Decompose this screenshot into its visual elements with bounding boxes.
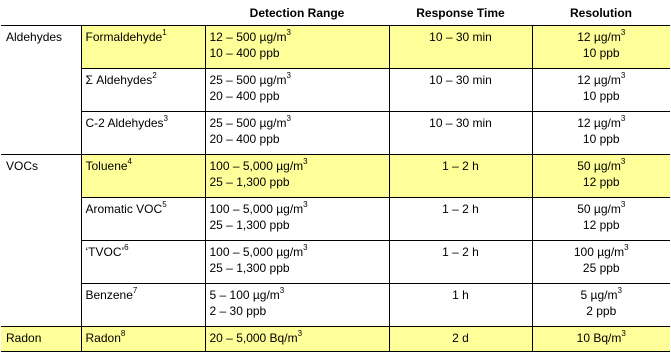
gas-name: Radon — [85, 331, 121, 345]
unit-exponent: 3 — [620, 200, 626, 209]
footnote-marker: 3 — [163, 114, 168, 123]
detection-range-cell — [205, 198, 389, 241]
category-cell — [1, 198, 81, 241]
resolution-line — [537, 29, 667, 45]
response-time-cell — [389, 69, 532, 112]
range-line — [210, 244, 385, 260]
resolution-ppb-value: 12 ppb — [582, 218, 620, 232]
range-mass-value: 100 – 5,000 µg/m — [209, 159, 304, 173]
detection-range-cell — [205, 284, 389, 327]
resolution-mass-value: 50 µg/m — [577, 159, 621, 173]
detection-range-cell — [205, 241, 389, 284]
footnote-marker: 8 — [120, 329, 126, 338]
sensor-spec-table — [1, 0, 670, 352]
response-time-value: 1 – 2 h — [442, 202, 479, 216]
category-cell — [1, 112, 81, 155]
table-body — [1, 26, 670, 352]
resolution-mass-value: 12 µg/m — [577, 30, 621, 44]
category-cell — [1, 284, 81, 327]
gas-name: C-2 Aldehydes — [85, 116, 164, 130]
table-row — [1, 241, 670, 284]
table-row — [1, 69, 670, 112]
gas-cell — [81, 284, 205, 327]
response-time-cell — [389, 155, 532, 198]
table-row — [1, 327, 670, 352]
range-line — [210, 330, 385, 346]
detection-range-cell — [205, 327, 389, 352]
header-category — [1, 0, 81, 26]
unit-exponent: 3 — [297, 329, 303, 338]
unit-exponent: 3 — [621, 329, 626, 338]
response-time-cell — [389, 26, 532, 69]
category-label: Aldehydes — [6, 30, 63, 44]
gas-name: Formaldehyde — [85, 30, 163, 44]
range-ppb-value: 25 – 1,300 ppb — [209, 175, 290, 189]
resolution-line — [537, 287, 667, 303]
response-time-value: 10 – 30 min — [429, 116, 492, 130]
resolution-ppb-value: 10 ppb — [582, 89, 620, 103]
range-line — [210, 201, 385, 217]
resolution-mass-value: 100 µg/m — [573, 245, 625, 259]
category-cell — [1, 327, 81, 352]
response-time-cell — [389, 284, 532, 327]
range-ppb-value: 20 – 400 ppb — [209, 89, 280, 103]
response-time-cell — [389, 198, 532, 241]
resolution-line — [537, 72, 667, 88]
gas-name: ‘TVOC’ — [85, 245, 125, 259]
range-mass-value: 25 – 500 µg/m — [209, 116, 287, 130]
range-ppb-value: 2 – 30 ppb — [209, 304, 267, 318]
range-ppb-value: 25 – 1,300 ppb — [209, 218, 290, 232]
header-resolution: Resolution — [532, 0, 670, 26]
table-row — [1, 112, 670, 155]
resolution-mass-value: 50 µg/m — [577, 202, 621, 216]
resolution-ppb-value: 10 ppb — [582, 132, 620, 146]
gas-name: Σ Aldehydes — [85, 73, 153, 87]
response-time-cell — [389, 112, 532, 155]
gas-cell — [81, 69, 205, 112]
range-line — [210, 158, 385, 174]
range-ppb-value: 10 – 400 ppb — [209, 46, 280, 60]
table-row — [1, 284, 670, 327]
range-mass-value: 100 – 5,000 µg/m — [209, 202, 304, 216]
range-mass-value: 20 – 5,000 Bq/m — [209, 331, 298, 345]
resolution-ppb-value: 25 ppb — [582, 261, 620, 275]
resolution-line — [537, 158, 667, 174]
footnote-marker: 1 — [162, 28, 167, 37]
unit-exponent: 3 — [286, 71, 291, 80]
category-cell — [1, 69, 81, 112]
table-row — [1, 26, 670, 69]
resolution-line — [537, 330, 667, 346]
resolution-mass-value: 5 µg/m — [580, 288, 618, 302]
footnote-marker: 7 — [132, 286, 138, 295]
unit-exponent: 3 — [303, 243, 308, 252]
detection-range-cell — [205, 155, 389, 198]
unit-exponent: 3 — [279, 286, 285, 295]
range-line — [210, 115, 385, 131]
header-gas — [81, 0, 205, 26]
range-mass-value: 25 – 500 µg/m — [209, 73, 287, 87]
range-ppb-value: 25 – 1,300 ppb — [209, 261, 290, 275]
range-line — [210, 72, 385, 88]
detection-range-cell — [205, 112, 389, 155]
category-label: Radon — [6, 331, 42, 345]
unit-exponent: 3 — [620, 157, 626, 166]
resolution-cell — [532, 26, 670, 69]
resolution-cell — [532, 198, 670, 241]
table-row — [1, 198, 670, 241]
resolution-cell — [532, 241, 670, 284]
footnote-marker: 6 — [124, 243, 129, 252]
range-mass-value: 12 – 500 µg/m — [209, 30, 287, 44]
unit-exponent: 3 — [620, 28, 626, 37]
gas-cell — [81, 198, 205, 241]
gas-name: Aromatic VOC — [85, 202, 163, 216]
header-detection-range: Detection Range — [205, 0, 389, 26]
response-time-cell — [389, 327, 532, 352]
resolution-mass-value: 10 Bq/m — [576, 331, 622, 345]
range-mass-value: 5 – 100 µg/m — [209, 288, 280, 302]
gas-name: Toluene — [85, 159, 128, 173]
unit-exponent: 3 — [303, 200, 308, 209]
unit-exponent: 3 — [624, 243, 629, 252]
category-cell — [1, 241, 81, 284]
footnote-marker: 2 — [152, 71, 157, 80]
gas-cell — [81, 112, 205, 155]
resolution-ppb-value: 12 ppb — [582, 175, 620, 189]
unit-exponent: 3 — [286, 28, 291, 37]
range-line — [210, 29, 385, 45]
footnote-marker: 5 — [162, 200, 167, 209]
resolution-mass-value: 12 µg/m — [577, 73, 621, 87]
response-time-value: 10 – 30 min — [429, 30, 492, 44]
resolution-cell — [532, 155, 670, 198]
response-time-value: 1 – 2 h — [442, 159, 479, 173]
category-label: VOCs — [6, 159, 39, 173]
range-ppb-value: 20 – 400 ppb — [209, 132, 280, 146]
resolution-cell — [532, 284, 670, 327]
response-time-value: 10 – 30 min — [429, 73, 492, 87]
unit-exponent: 3 — [303, 157, 308, 166]
gas-cell — [81, 155, 205, 198]
category-cell — [1, 26, 81, 69]
response-time-value: 1 h — [452, 288, 469, 302]
table-row — [1, 155, 670, 198]
resolution-mass-value: 12 µg/m — [577, 116, 621, 130]
unit-exponent: 3 — [617, 286, 622, 295]
resolution-line — [537, 244, 667, 260]
range-mass-value: 100 – 5,000 µg/m — [209, 245, 304, 259]
resolution-cell — [532, 327, 670, 352]
footnote-marker: 4 — [127, 157, 132, 166]
range-line — [210, 287, 385, 303]
resolution-line — [537, 115, 667, 131]
detection-range-cell — [205, 26, 389, 69]
resolution-cell — [532, 112, 670, 155]
header-row — [1, 0, 670, 26]
gas-name: Benzene — [85, 288, 133, 302]
unit-exponent: 3 — [286, 114, 291, 123]
unit-exponent: 3 — [620, 71, 626, 80]
header-response-time: Response Time — [389, 0, 532, 26]
unit-exponent: 3 — [620, 114, 626, 123]
gas-cell — [81, 327, 205, 352]
category-cell — [1, 155, 81, 198]
response-time-value: 1 – 2 h — [442, 245, 479, 259]
resolution-ppb-value: 2 ppb — [586, 304, 617, 318]
response-time-cell — [389, 241, 532, 284]
gas-cell — [81, 241, 205, 284]
resolution-ppb-value: 10 ppb — [582, 46, 620, 60]
gas-cell — [81, 26, 205, 69]
resolution-cell — [532, 69, 670, 112]
resolution-line — [537, 201, 667, 217]
response-time-value: 2 d — [452, 331, 469, 345]
detection-range-cell — [205, 69, 389, 112]
